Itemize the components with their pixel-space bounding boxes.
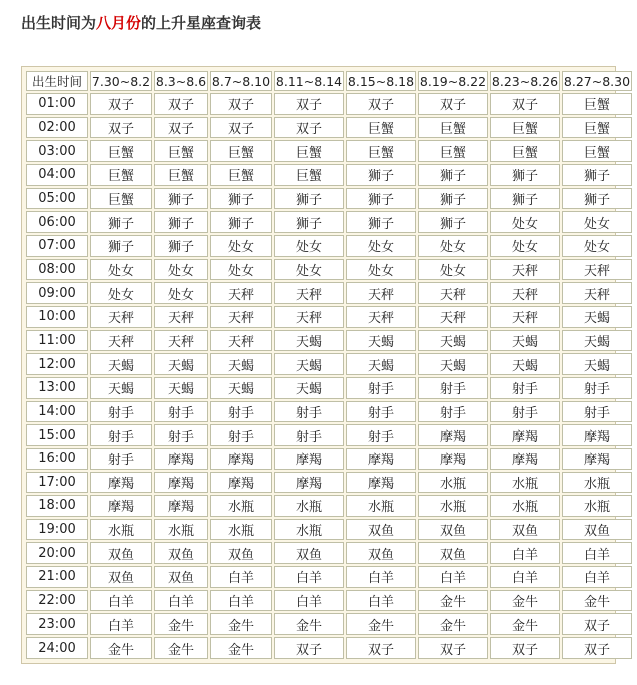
table-row — [26, 542, 632, 564]
sign-cell: 处女 — [346, 235, 416, 257]
sign-cell: 双鱼 — [346, 519, 416, 541]
page-title — [21, 12, 261, 33]
time-cell: 01:00 — [26, 93, 88, 115]
header-date-range: 8.27~8.30 — [562, 71, 632, 91]
sign-cell: 双鱼 — [90, 566, 152, 588]
sign-cell: 摩羯 — [154, 472, 208, 494]
table-row — [26, 448, 632, 470]
time-cell: 15:00 — [26, 424, 88, 446]
sign-cell: 狮子 — [154, 235, 208, 257]
header-date-range: 8.15~8.18 — [346, 71, 416, 91]
sign-cell: 天蝎 — [90, 353, 152, 375]
sign-cell: 射手 — [210, 424, 272, 446]
sign-cell: 天蝎 — [418, 330, 488, 352]
sign-cell: 狮子 — [210, 188, 272, 210]
sign-cell: 天秤 — [490, 282, 560, 304]
sign-cell: 巨蟹 — [154, 140, 208, 162]
sign-cell: 天蝎 — [274, 330, 344, 352]
sign-cell: 双子 — [346, 93, 416, 115]
sign-cell: 双鱼 — [154, 566, 208, 588]
sign-cell: 白羊 — [346, 566, 416, 588]
sign-cell: 白羊 — [562, 542, 632, 564]
table-row — [26, 401, 632, 423]
sign-cell: 射手 — [562, 401, 632, 423]
sign-cell: 水瓶 — [210, 495, 272, 517]
sign-cell: 白羊 — [90, 590, 152, 612]
time-cell: 05:00 — [26, 188, 88, 210]
sign-cell: 处女 — [210, 259, 272, 281]
sign-cell: 双子 — [210, 117, 272, 139]
sign-cell: 天秤 — [418, 306, 488, 328]
sign-cell: 摩羯 — [418, 424, 488, 446]
sign-cell: 双子 — [346, 637, 416, 659]
sign-cell: 射手 — [154, 401, 208, 423]
sign-cell: 金牛 — [154, 637, 208, 659]
sign-cell: 处女 — [274, 235, 344, 257]
table-row — [26, 93, 632, 115]
sign-cell: 白羊 — [210, 590, 272, 612]
title-prefix: 出生时间为 — [21, 14, 97, 32]
sign-cell: 摩羯 — [154, 448, 208, 470]
header-date-range: 8.7~8.10 — [210, 71, 272, 91]
time-cell: 04:00 — [26, 164, 88, 186]
sign-cell: 天蝎 — [90, 377, 152, 399]
table-header-row — [26, 71, 632, 91]
table-row — [26, 637, 632, 659]
sign-cell: 天秤 — [154, 306, 208, 328]
sign-cell: 双子 — [154, 93, 208, 115]
sign-cell: 巨蟹 — [562, 93, 632, 115]
table-row — [26, 613, 632, 635]
sign-cell: 天秤 — [562, 259, 632, 281]
table-row — [26, 140, 632, 162]
sign-cell: 水瓶 — [418, 472, 488, 494]
sign-cell: 天秤 — [90, 330, 152, 352]
sign-cell: 金牛 — [490, 590, 560, 612]
sign-cell: 白羊 — [418, 566, 488, 588]
sign-cell: 金牛 — [418, 590, 488, 612]
sign-cell: 双鱼 — [90, 542, 152, 564]
sign-cell: 狮子 — [346, 188, 416, 210]
header-date-range: 7.30~8.2 — [90, 71, 152, 91]
sign-cell: 摩羯 — [154, 495, 208, 517]
sign-cell: 巨蟹 — [210, 140, 272, 162]
sign-cell: 狮子 — [90, 235, 152, 257]
sign-cell: 双子 — [490, 637, 560, 659]
sign-cell: 射手 — [274, 401, 344, 423]
time-cell: 20:00 — [26, 542, 88, 564]
table-row — [26, 259, 632, 281]
sign-cell: 白羊 — [274, 590, 344, 612]
sign-cell: 处女 — [274, 259, 344, 281]
sign-cell: 双子 — [274, 637, 344, 659]
sign-cell: 天秤 — [154, 330, 208, 352]
sign-cell: 处女 — [90, 259, 152, 281]
sign-cell: 天蝎 — [418, 353, 488, 375]
sign-cell: 天蝎 — [210, 377, 272, 399]
sign-cell: 双子 — [274, 117, 344, 139]
sign-cell: 双子 — [418, 637, 488, 659]
time-cell: 10:00 — [26, 306, 88, 328]
sign-cell: 双子 — [90, 117, 152, 139]
sign-cell: 狮子 — [562, 164, 632, 186]
sign-cell: 双子 — [562, 613, 632, 635]
sign-cell: 白羊 — [490, 542, 560, 564]
time-cell: 14:00 — [26, 401, 88, 423]
sign-cell: 天秤 — [90, 306, 152, 328]
sign-cell: 水瓶 — [490, 472, 560, 494]
sign-cell: 摩羯 — [562, 448, 632, 470]
time-cell: 19:00 — [26, 519, 88, 541]
sign-cell: 摩羯 — [274, 472, 344, 494]
sign-cell: 白羊 — [490, 566, 560, 588]
sign-cell: 射手 — [210, 401, 272, 423]
sign-cell: 摩羯 — [490, 448, 560, 470]
sign-cell: 白羊 — [90, 613, 152, 635]
table-row — [26, 590, 632, 612]
table-row — [26, 330, 632, 352]
table-row — [26, 424, 632, 446]
sign-cell: 白羊 — [210, 566, 272, 588]
sign-cell: 巨蟹 — [562, 140, 632, 162]
sign-cell: 水瓶 — [90, 519, 152, 541]
sign-cell: 狮子 — [90, 211, 152, 233]
sign-cell: 处女 — [154, 282, 208, 304]
sign-cell: 水瓶 — [562, 472, 632, 494]
sign-cell: 白羊 — [274, 566, 344, 588]
sign-cell: 天秤 — [274, 282, 344, 304]
sign-cell: 双鱼 — [418, 519, 488, 541]
time-cell: 22:00 — [26, 590, 88, 612]
time-cell: 17:00 — [26, 472, 88, 494]
table-body — [26, 93, 632, 659]
sign-cell: 处女 — [418, 235, 488, 257]
sign-cell: 巨蟹 — [210, 164, 272, 186]
header-date-range: 8.19~8.22 — [418, 71, 488, 91]
table-row — [26, 519, 632, 541]
sign-cell: 巨蟹 — [90, 140, 152, 162]
sign-cell: 摩羯 — [274, 448, 344, 470]
sign-cell: 处女 — [490, 235, 560, 257]
table-row — [26, 566, 632, 588]
header-date-range: 8.11~8.14 — [274, 71, 344, 91]
table-row — [26, 211, 632, 233]
ascendant-table-container — [21, 66, 631, 664]
time-cell: 18:00 — [26, 495, 88, 517]
sign-cell: 处女 — [346, 259, 416, 281]
sign-cell: 天秤 — [418, 282, 488, 304]
sign-cell: 摩羯 — [210, 448, 272, 470]
sign-cell: 狮子 — [274, 211, 344, 233]
table-row — [26, 306, 632, 328]
sign-cell: 天秤 — [210, 330, 272, 352]
sign-cell: 处女 — [562, 211, 632, 233]
sign-cell: 狮子 — [346, 164, 416, 186]
sign-cell: 天秤 — [210, 282, 272, 304]
ascendant-table — [24, 69, 634, 661]
sign-cell: 狮子 — [490, 164, 560, 186]
sign-cell: 双鱼 — [346, 542, 416, 564]
sign-cell: 射手 — [154, 424, 208, 446]
sign-cell: 天蝎 — [274, 377, 344, 399]
sign-cell: 天秤 — [562, 282, 632, 304]
table-row — [26, 495, 632, 517]
sign-cell: 射手 — [562, 377, 632, 399]
title-highlight: 八月份 — [96, 14, 142, 32]
table-row — [26, 188, 632, 210]
sign-cell: 摩羯 — [346, 472, 416, 494]
sign-cell: 水瓶 — [274, 495, 344, 517]
sign-cell: 双子 — [562, 637, 632, 659]
sign-cell: 双鱼 — [418, 542, 488, 564]
sign-cell: 摩羯 — [210, 472, 272, 494]
sign-cell: 巨蟹 — [562, 117, 632, 139]
time-cell: 08:00 — [26, 259, 88, 281]
sign-cell: 水瓶 — [562, 495, 632, 517]
sign-cell: 射手 — [346, 401, 416, 423]
sign-cell: 摩羯 — [346, 448, 416, 470]
sign-cell: 金牛 — [490, 613, 560, 635]
table-row — [26, 472, 632, 494]
sign-cell: 狮子 — [418, 164, 488, 186]
time-cell: 13:00 — [26, 377, 88, 399]
sign-cell: 水瓶 — [346, 495, 416, 517]
sign-cell: 天秤 — [490, 259, 560, 281]
sign-cell: 处女 — [562, 235, 632, 257]
sign-cell: 射手 — [90, 424, 152, 446]
time-cell: 06:00 — [26, 211, 88, 233]
title-suffix: 的上升星座查询表 — [141, 14, 262, 32]
table-row — [26, 235, 632, 257]
time-cell: 12:00 — [26, 353, 88, 375]
table-row — [26, 377, 632, 399]
sign-cell: 处女 — [418, 259, 488, 281]
sign-cell: 狮子 — [154, 211, 208, 233]
sign-cell: 射手 — [346, 424, 416, 446]
sign-cell: 双鱼 — [274, 542, 344, 564]
sign-cell: 狮子 — [418, 211, 488, 233]
sign-cell: 狮子 — [274, 188, 344, 210]
sign-cell: 射手 — [90, 401, 152, 423]
sign-cell: 射手 — [418, 401, 488, 423]
time-cell: 16:00 — [26, 448, 88, 470]
sign-cell: 天秤 — [490, 306, 560, 328]
sign-cell: 水瓶 — [154, 519, 208, 541]
sign-cell: 金牛 — [346, 613, 416, 635]
sign-cell: 白羊 — [346, 590, 416, 612]
sign-cell: 处女 — [490, 211, 560, 233]
sign-cell: 巨蟹 — [154, 164, 208, 186]
sign-cell: 狮子 — [154, 188, 208, 210]
sign-cell: 射手 — [90, 448, 152, 470]
sign-cell: 双子 — [210, 93, 272, 115]
sign-cell: 金牛 — [154, 613, 208, 635]
sign-cell: 天秤 — [346, 282, 416, 304]
sign-cell: 射手 — [418, 377, 488, 399]
sign-cell: 金牛 — [210, 637, 272, 659]
sign-cell: 金牛 — [418, 613, 488, 635]
sign-cell: 白羊 — [562, 566, 632, 588]
sign-cell: 摩羯 — [562, 424, 632, 446]
sign-cell: 狮子 — [562, 188, 632, 210]
table-row — [26, 164, 632, 186]
sign-cell: 巨蟹 — [418, 117, 488, 139]
sign-cell: 金牛 — [210, 613, 272, 635]
sign-cell: 天蝎 — [274, 353, 344, 375]
sign-cell: 天蝎 — [154, 377, 208, 399]
sign-cell: 摩羯 — [90, 472, 152, 494]
sign-cell: 天蝎 — [490, 353, 560, 375]
sign-cell: 双子 — [90, 93, 152, 115]
time-cell: 23:00 — [26, 613, 88, 635]
sign-cell: 狮子 — [346, 211, 416, 233]
sign-cell: 双鱼 — [210, 542, 272, 564]
sign-cell: 巨蟹 — [418, 140, 488, 162]
sign-cell: 天秤 — [346, 306, 416, 328]
table-row — [26, 282, 632, 304]
sign-cell: 金牛 — [274, 613, 344, 635]
sign-cell: 双鱼 — [154, 542, 208, 564]
sign-cell: 巨蟹 — [490, 140, 560, 162]
sign-cell: 巨蟹 — [490, 117, 560, 139]
sign-cell: 天蝎 — [490, 330, 560, 352]
sign-cell: 巨蟹 — [274, 164, 344, 186]
sign-cell: 金牛 — [90, 637, 152, 659]
sign-cell: 摩羯 — [418, 448, 488, 470]
sign-cell: 金牛 — [562, 590, 632, 612]
sign-cell: 狮子 — [210, 211, 272, 233]
sign-cell: 射手 — [490, 401, 560, 423]
sign-cell: 天蝎 — [346, 353, 416, 375]
sign-cell: 狮子 — [418, 188, 488, 210]
sign-cell: 双子 — [274, 93, 344, 115]
time-cell: 11:00 — [26, 330, 88, 352]
sign-cell: 巨蟹 — [346, 140, 416, 162]
sign-cell: 水瓶 — [490, 495, 560, 517]
sign-cell: 水瓶 — [274, 519, 344, 541]
table-row — [26, 117, 632, 139]
sign-cell: 天秤 — [210, 306, 272, 328]
sign-cell: 射手 — [490, 377, 560, 399]
sign-cell: 巨蟹 — [346, 117, 416, 139]
time-cell: 07:00 — [26, 235, 88, 257]
sign-cell: 白羊 — [154, 590, 208, 612]
sign-cell: 天蝎 — [562, 306, 632, 328]
sign-cell: 处女 — [90, 282, 152, 304]
time-cell: 03:00 — [26, 140, 88, 162]
time-cell: 24:00 — [26, 637, 88, 659]
sign-cell: 摩羯 — [90, 495, 152, 517]
sign-cell: 射手 — [346, 377, 416, 399]
header-birth-time: 出生时间 — [26, 71, 88, 91]
sign-cell: 双鱼 — [490, 519, 560, 541]
sign-cell: 天蝎 — [562, 330, 632, 352]
table-row — [26, 353, 632, 375]
time-cell: 09:00 — [26, 282, 88, 304]
sign-cell: 天蝎 — [346, 330, 416, 352]
time-cell: 21:00 — [26, 566, 88, 588]
sign-cell: 天蝎 — [562, 353, 632, 375]
sign-cell: 处女 — [210, 235, 272, 257]
header-date-range: 8.3~8.6 — [154, 71, 208, 91]
sign-cell: 水瓶 — [210, 519, 272, 541]
header-date-range: 8.23~8.26 — [490, 71, 560, 91]
time-cell: 02:00 — [26, 117, 88, 139]
sign-cell: 双子 — [418, 93, 488, 115]
sign-cell: 巨蟹 — [274, 140, 344, 162]
sign-cell: 巨蟹 — [90, 164, 152, 186]
sign-cell: 处女 — [154, 259, 208, 281]
sign-cell: 摩羯 — [490, 424, 560, 446]
sign-cell: 天秤 — [274, 306, 344, 328]
sign-cell: 射手 — [274, 424, 344, 446]
sign-cell: 水瓶 — [418, 495, 488, 517]
sign-cell: 双子 — [490, 93, 560, 115]
sign-cell: 天蝎 — [154, 353, 208, 375]
sign-cell: 双鱼 — [562, 519, 632, 541]
sign-cell: 巨蟹 — [90, 188, 152, 210]
sign-cell: 天蝎 — [210, 353, 272, 375]
sign-cell: 双子 — [154, 117, 208, 139]
sign-cell: 狮子 — [490, 188, 560, 210]
